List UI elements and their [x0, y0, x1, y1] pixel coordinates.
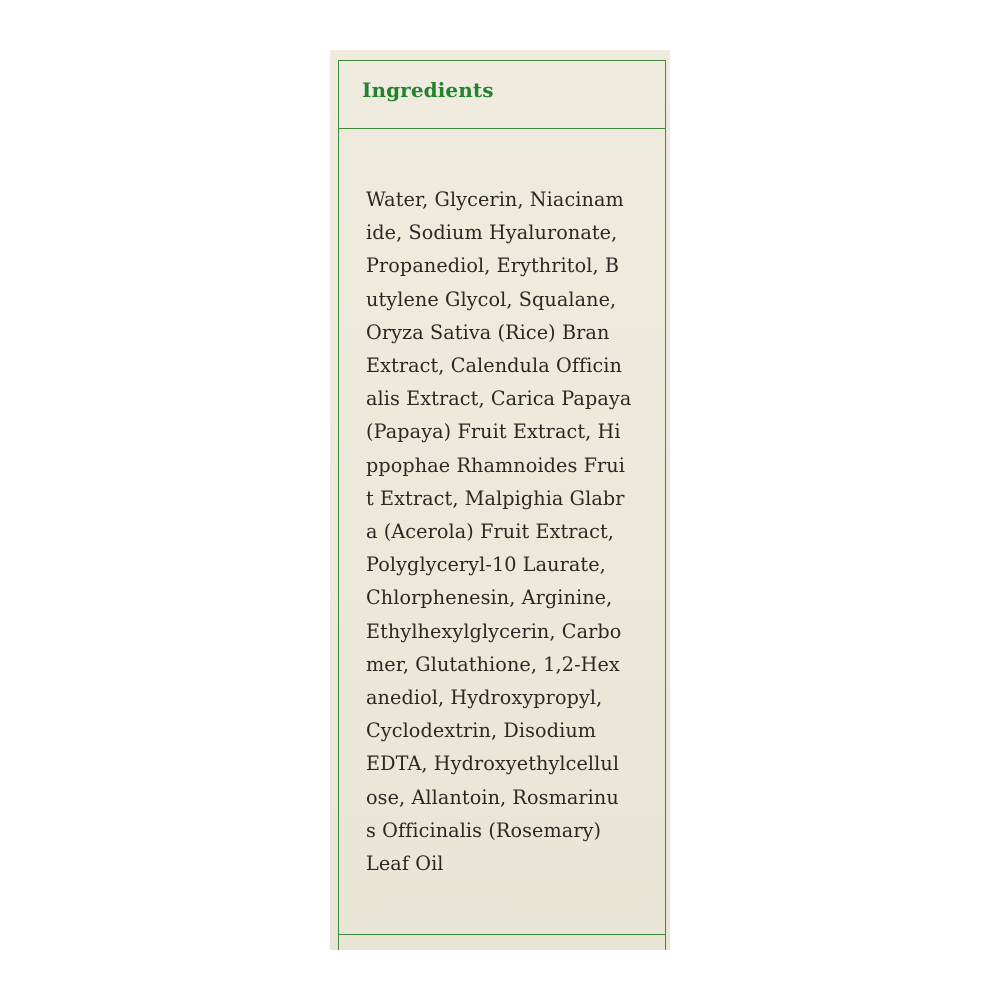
ingredient-line: anediol, Hydroxypropyl,	[366, 686, 603, 710]
ingredient-line: Ethylhexylglycerin, Carbo	[366, 619, 622, 643]
ingredient-line: Polyglyceryl-10 Laurate,	[366, 553, 606, 577]
ingredient-line: s Officinalis (Rosemary)	[366, 818, 602, 842]
ingredient-line: ide, Sodium Hyaluronate,	[366, 221, 618, 245]
ingredient-line: mer, Glutathione, 1,2-Hex	[366, 652, 620, 676]
ingredient-line: Leaf Oil	[366, 852, 444, 876]
heading-divider-line	[338, 128, 666, 129]
ingredients-heading: Ingredients	[362, 78, 494, 102]
ingredient-line: t Extract, Malpighia Glabr	[366, 486, 625, 510]
ingredient-line: ppophae Rhamnoides Frui	[366, 453, 625, 477]
ingredient-line: Oryza Sativa (Rice) Bran	[366, 320, 610, 344]
ingredient-line: Extract, Calendula Officin	[366, 354, 623, 378]
ingredients-list	[366, 183, 656, 880]
ingredient-line: Water, Glycerin, Niacinam	[366, 188, 624, 211]
ingredient-line: utylene Glycol, Squalane,	[366, 287, 617, 311]
ingredient-line: EDTA, Hydroxyethylcellul	[366, 752, 620, 776]
ingredient-line: alis Extract, Carica Papaya	[366, 387, 632, 411]
ingredient-line: Propanediol, Erythritol, B	[366, 254, 620, 278]
ingredient-line: Cyclodextrin, Disodium	[366, 719, 597, 743]
ingredient-line: (Papaya) Fruit Extract, Hi	[366, 420, 621, 444]
ingredient-line: Chlorphenesin, Arginine,	[366, 586, 613, 610]
ingredient-line: a (Acerola) Fruit Extract,	[366, 520, 614, 544]
ingredients-label-panel	[330, 50, 670, 950]
ingredient-line: ose, Allantoin, Rosmarinu	[366, 785, 619, 809]
bottom-divider-line	[338, 934, 666, 935]
